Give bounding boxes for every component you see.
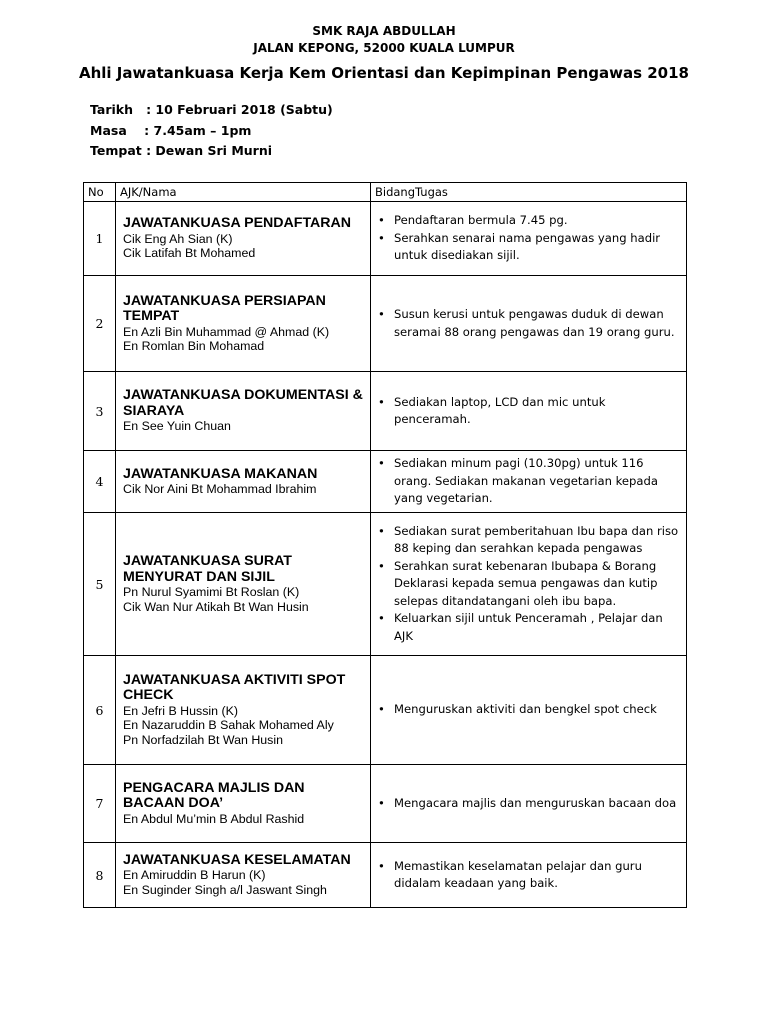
member-name: Cik Latifah Bt Mohamed — [123, 246, 256, 261]
bullet-icon: • — [378, 307, 385, 321]
task-text: Serahkan senarai nama pengawas yang hadir untuk disediakan sijil. — [394, 230, 661, 263]
bullet-icon: • — [378, 858, 385, 873]
table-row — [84, 513, 687, 656]
committee-cell — [116, 372, 371, 451]
bullet-icon: • — [378, 523, 385, 538]
member-name: En See Yuin Chuan — [123, 419, 231, 434]
task-item — [377, 212, 680, 230]
row-number: 5 — [84, 513, 116, 656]
bullet-icon: • — [378, 611, 385, 626]
task-list — [377, 455, 680, 508]
task-cell — [371, 765, 687, 843]
school-address: JALAN KEPONG, 52000 KUALA LUMPUR — [253, 41, 515, 55]
bullet-icon: • — [378, 795, 385, 810]
task-text: Memastikan keselamatan pelajar dan guru didalam keadaan yang baik. — [394, 858, 642, 890]
task-item — [377, 455, 680, 508]
task-item — [377, 394, 680, 429]
task-list — [377, 306, 680, 341]
member-name: Pn Norfadzilah Bt Wan Husin — [123, 732, 284, 747]
committee-name: JAWATANKUASA SURAT MENYURAT DAN SIJIL — [123, 553, 292, 585]
committee-cell — [116, 513, 371, 656]
task-list — [377, 523, 680, 646]
bullet-icon: • — [378, 558, 385, 573]
member-name: En Azli Bin Muhammad @ Ahmad (K) — [123, 324, 330, 339]
table-row — [84, 451, 687, 513]
task-item — [377, 795, 680, 813]
table-row — [84, 372, 687, 451]
member-name: En Romlan Bin Mohamad — [123, 339, 265, 353]
committee-name: JAWATANKUASA MAKANAN — [123, 465, 318, 482]
table-row — [84, 656, 687, 765]
school-name: SMK RAJA ABDULLAH — [312, 24, 456, 38]
task-text: Keluarkan sijil untuk Penceramah , Pelajar dan AJK — [394, 611, 663, 643]
committee-table — [83, 182, 687, 908]
member-name: Cik Eng Ah Sian (K) — [123, 231, 233, 246]
row-number: 8 — [84, 843, 116, 908]
table-header-row — [84, 183, 687, 202]
committee-name: JAWATANKUASA PERSIAPAN TEMPAT — [123, 292, 326, 324]
member-name: Cik Wan Nur Atikah Bt Wan Husin — [123, 599, 309, 614]
bullet-icon: • — [378, 394, 385, 409]
member-name: En Abdul Mu’min B Abdul Rashid — [123, 811, 305, 826]
document-title: Ahli Jawatankuasa Kerja Kem Orientasi dan Kepimpinan Pengawas 2018 — [79, 64, 689, 82]
task-text: Sediakan laptop, LCD dan mic untuk penceramah. — [394, 394, 606, 426]
row-number: 3 — [84, 372, 116, 451]
task-text: Susun kerusi untuk pengawas duduk di dewan seramai 88 orang pengawas dan 19 orang guru. — [394, 307, 675, 339]
task-cell — [371, 843, 687, 908]
task-item — [377, 230, 680, 265]
task-text: Pendaftaran bermula 7.45 pg. — [394, 213, 568, 228]
committee-cell — [116, 202, 371, 276]
table-body — [84, 202, 687, 908]
task-item — [377, 523, 680, 558]
header-no: No — [84, 183, 116, 202]
committee-name: JAWATANKUASA AKTIVITI SPOT CHECK — [123, 671, 346, 704]
row-number: 7 — [84, 765, 116, 843]
task-cell — [371, 202, 687, 276]
committee-cell — [116, 843, 371, 908]
committee-name: PENGACARA MAJLIS DAN BACAAN DOA’ — [123, 779, 305, 812]
committee-cell — [116, 656, 371, 765]
bullet-icon: • — [378, 213, 385, 228]
table-row — [84, 202, 687, 276]
task-cell — [371, 372, 687, 451]
task-text: Serahkan surat kebenaran Ibubapa & Borang Deklarasi kepada semua pengawas dan kutip selepas ditandatangani oleh ibu bapa. — [394, 558, 658, 608]
task-text: Sediakan minum pagi (10.30pg) untuk 116 orang. Sediakan makanan vegetarian kepada yang vegetarian. — [394, 456, 658, 506]
table-row — [84, 276, 687, 372]
task-item — [377, 858, 680, 893]
task-list — [377, 858, 680, 893]
event-date: Tarikh : 10 Februari 2018 (Sabtu) — [90, 102, 333, 117]
row-number: 6 — [84, 656, 116, 765]
task-item — [377, 610, 680, 645]
task-cell — [371, 656, 687, 765]
header-bidang-tugas: BidangTugas — [371, 183, 687, 202]
member-name: En Jefri B Hussin (K) — [123, 703, 238, 718]
task-list — [377, 701, 680, 719]
task-text: Mengacara majlis dan menguruskan bacaan doa — [394, 795, 677, 810]
bullet-icon: • — [378, 702, 385, 717]
committee-cell — [116, 276, 371, 372]
member-name: Pn Nurul Syamimi Bt Roslan (K) — [123, 585, 300, 599]
committee-cell — [116, 765, 371, 843]
task-text: Menguruskan aktiviti dan bengkel spot check — [394, 702, 657, 717]
bullet-icon: • — [378, 230, 385, 245]
bullet-icon: • — [378, 456, 385, 471]
committee-name: JAWATANKUASA DOKUMENTASI & SIARAYA — [123, 387, 363, 419]
event-venue: Tempat : Dewan Sri Murni — [90, 143, 273, 158]
row-number: 1 — [84, 202, 116, 276]
member-name: En Suginder Singh a/l Jaswant Singh — [123, 882, 327, 897]
task-cell — [371, 513, 687, 656]
header-ajk-nama: AJK/Nama — [116, 183, 371, 202]
committee-cell — [116, 451, 371, 513]
row-number: 4 — [84, 451, 116, 513]
task-list — [377, 795, 680, 813]
task-text: Sediakan surat pemberitahuan Ibu bapa dan riso 88 keping dan serahkan kepada pengawas — [394, 523, 679, 556]
task-cell — [371, 276, 687, 372]
task-list — [377, 394, 680, 429]
table-row — [84, 843, 687, 908]
task-item — [377, 701, 680, 719]
committee-name: JAWATANKUASA PENDAFTARAN — [123, 215, 352, 232]
table-row — [84, 765, 687, 843]
row-number: 2 — [84, 276, 116, 372]
member-name: En Amiruddin B Harun (K) — [123, 868, 266, 883]
committee-name: JAWATANKUASA KESELAMATAN — [123, 851, 351, 868]
event-time: Masa : 7.45am – 1pm — [90, 123, 252, 138]
task-item — [377, 558, 680, 611]
member-name: En Nazaruddin B Sahak Mohamed Aly — [123, 718, 334, 733]
task-item — [377, 306, 680, 341]
task-list — [377, 212, 680, 265]
member-name: Cik Nor Aini Bt Mohammad Ibrahim — [123, 482, 317, 496]
task-cell — [371, 451, 687, 513]
